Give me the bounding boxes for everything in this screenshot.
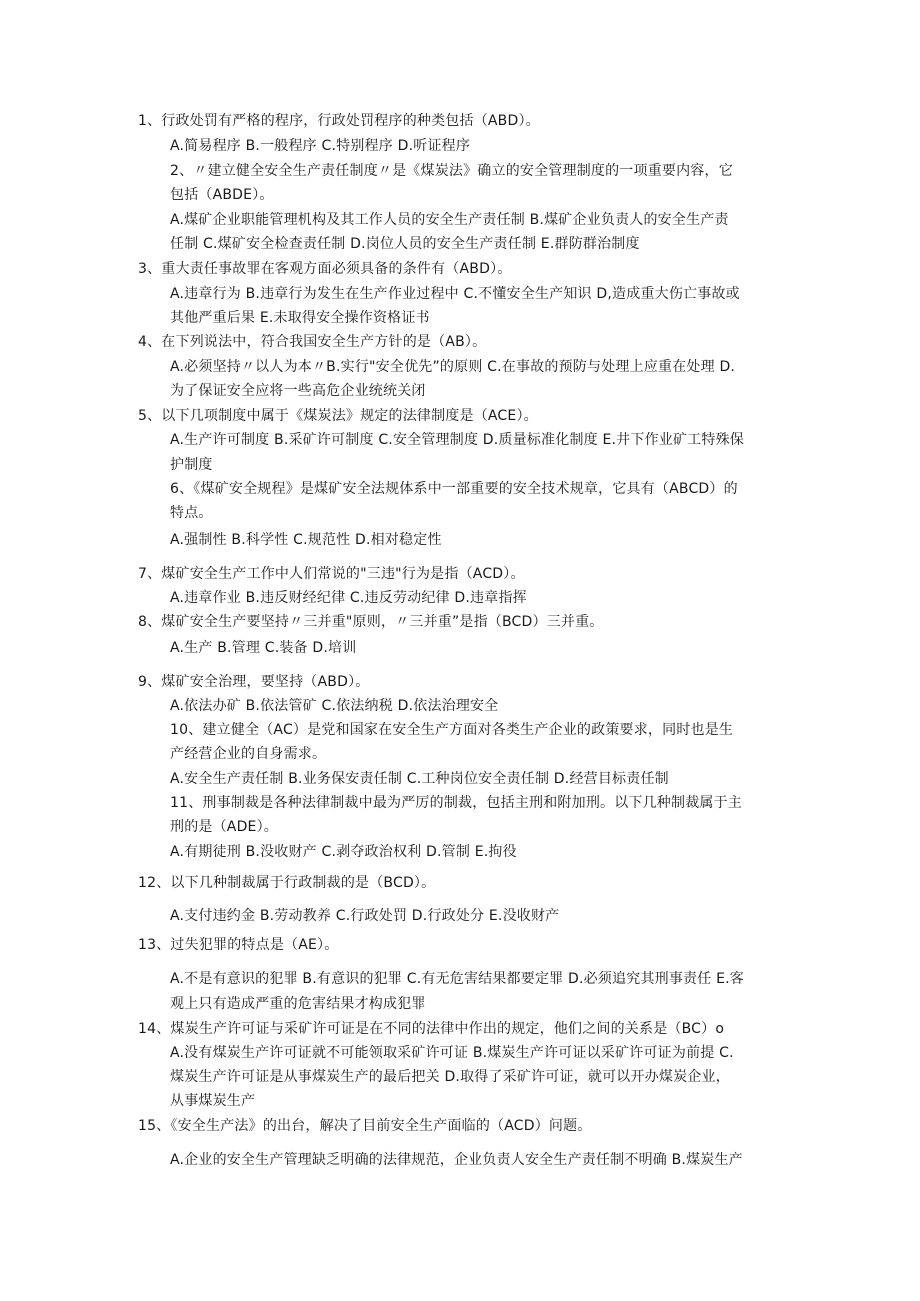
- options-13-cont: 观上只有造成严重的危害结果才构成犯罪: [170, 996, 426, 1012]
- options-2: A.煤矿企业职能管理机构及其工作人员的安全生产责任制 B.煤矿企业负责人的安全生产责: [170, 212, 729, 228]
- options-5-cont: 护制度: [170, 457, 213, 473]
- question-10-cont: 产经营企业的自身需求。: [170, 746, 327, 762]
- options-4-cont: 为了保证安全应将一些高危企业统统关闭: [170, 383, 426, 399]
- question-11: 11、刑事制裁是各种法律制裁中最为严厉的制裁，包括主刑和附加刑。以下几种制裁属于主: [170, 795, 743, 811]
- options-3-cont: 其他严重后果 E.未取得安全操作资格证书: [170, 310, 430, 326]
- options-7: A.违章作业 B.违反财经纪律 C.违反劳动纪律 D.违章指挥: [170, 590, 527, 606]
- options-9: A.依法办矿 B.依法管矿 C.依法纳税 D.依法治理安全: [170, 698, 499, 714]
- options-6: A.强制性 B.科学性 C.规范性 D.相对稳定性: [170, 532, 442, 548]
- question-4: 4、在下列说法中，符合我国安全生产方针的是（AB）。: [138, 334, 487, 350]
- options-14-cont2: 从事煤炭生产: [170, 1093, 256, 1109]
- question-6: 6、《煤矿安全规程》是煤矿安全法规体系中一部重要的安全技术规章，它具有（ABCD）的: [170, 481, 738, 497]
- options-14-cont: 煤炭生产许可证是从事煤炭生产的最后把关 D.取得了采矿许可证，就可以开办煤炭企业，: [170, 1069, 730, 1085]
- options-13: A.不是有意识的犯罪 B.有意识的犯罪 C.有无危害结果都要定罪 D.必须追究其刑事责任 E.客: [170, 971, 744, 987]
- question-10: 10、建立健全（AC）是党和国家在安全生产方面对各类生产企业的政策要求，同时也是生: [170, 722, 734, 738]
- question-2-cont: 包括（ABDE）。: [170, 187, 274, 203]
- question-14: 14、煤炭生产许可证与采矿许可证是在不同的法律中作出的规定，他们之间的关系是（BC）o: [138, 1021, 725, 1037]
- options-2-cont: 任制 C.煤矿安全检查责任制 D.岗位人员的安全生产责任制 E.群防群治制度: [170, 236, 640, 252]
- question-9: 9、煤矿安全治理，要坚持（ABD）。: [138, 674, 370, 690]
- options-1: A.简易程序 B.一般程序 C.特别程序 D.听证程序: [170, 138, 471, 154]
- question-2: 2、〃建立健全安全生产责任制度〃是《煤炭法》确立的安全管理制度的一项重要内容，它: [170, 163, 733, 179]
- question-5: 5、以下几项制度中属于《煤炭法》规定的法律制度是（ACE）。: [138, 408, 538, 424]
- question-13: 13、过失犯罪的特点是（AE）。: [138, 937, 339, 953]
- question-11-cont: 刑的是（ADE）。: [170, 819, 279, 835]
- options-10: A.安全生产责任制 B.业务保安责任制 C.工种岗位安全责任制 D.经营目标责任制: [170, 771, 669, 787]
- question-8: 8、煤矿安全生产要坚持〃三并重"原则，〃三并重”是指（BCD）三并重。: [138, 614, 604, 630]
- question-15: 15、《安全生产法》的出台，解决了目前安全生产面临的（ACD）问题。: [138, 1118, 592, 1134]
- options-11: A.有期徒刑 B.没收财产 C.剥夺政治权利 D.管制 E.拘役: [170, 844, 517, 860]
- question-1: 1、行政处罚有严格的程序，行政处罚程序的种类包括（ABD）。: [138, 113, 540, 129]
- options-15: A.企业的安全生产管理缺乏明确的法律规范，企业负责人安全生产责任制不明确 B.煤炭生产: [170, 1152, 743, 1168]
- options-12: A.支付违约金 B.劳动教养 C.行政处罚 D.行政处分 E.没收财产: [170, 908, 560, 924]
- options-5: A.生产许可制度 B.采矿许可制度 C.安全管理制度 D.质量标准化制度 E.井下作业矿工特殊保: [170, 432, 744, 448]
- options-14: A.没有煤炭生产许可证就不可能领取采矿许可证 B.煤炭生产许可证以采矿许可证为前提 C.: [170, 1045, 734, 1061]
- options-3: A.违章行为 B.违章行为发生在生产作业过程中 C.不懂安全生产知识 D,造成重大伤亡事故或: [170, 286, 740, 302]
- question-7: 7、煤矿安全生产工作中人们常说的"三违"行为是指（ACD）。: [138, 566, 525, 582]
- options-4: A.必须坚持〃以人为本〃B.实行"安全优先”的原则 C.在事故的预防与处理上应重在处理 D.: [170, 359, 736, 375]
- question-12: 12、以下几种制裁属于行政制裁的是（BCD）。: [138, 875, 436, 891]
- question-3: 3、重大责任事故罪在客观方面必须具备的条件有（ABD）。: [138, 261, 512, 277]
- options-8: A.生产 B.管理 C.装备 D.培训: [170, 640, 357, 656]
- question-6-cont: 特点。: [170, 505, 213, 521]
